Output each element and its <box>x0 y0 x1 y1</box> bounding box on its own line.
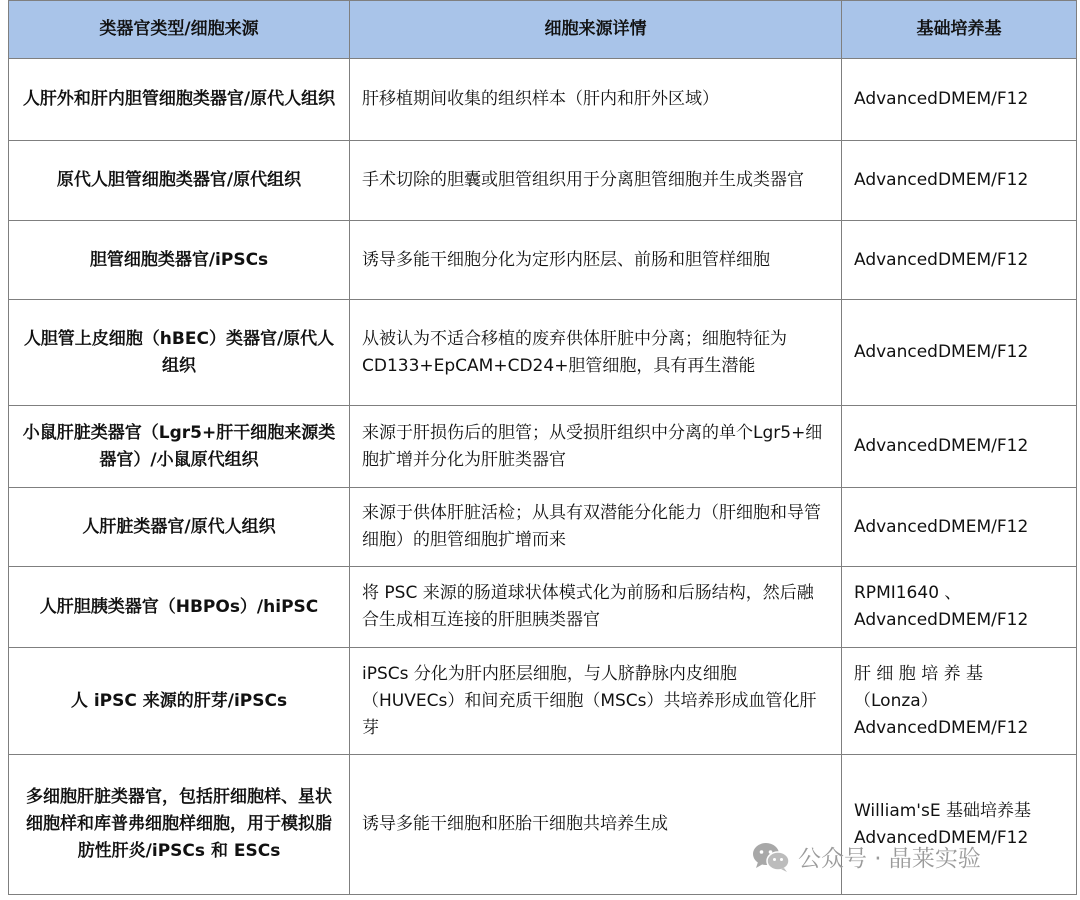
table-row <box>9 59 1077 141</box>
header-row <box>9 1 1077 59</box>
table-row <box>9 567 1077 648</box>
organoid-medium-table <box>8 0 1077 895</box>
table-row <box>9 221 1077 300</box>
source-detail-cell: 手术切除的胆囊或胆管组织用于分离胆管细胞并生成类器官 <box>350 141 842 221</box>
organoid-type-cell: 人 iPSC 来源的肝芽/iPSCs <box>9 648 350 755</box>
source-detail-cell: 诱导多能干细胞和胚胎干细胞共培养生成 <box>350 755 842 895</box>
source-detail-cell: 从被认为不适合移植的废弃供体肝脏中分离；细胞特征为 CD133+EpCAM+CD24+胆管细胞，具有再生潜能 <box>350 300 842 406</box>
base-medium-cell: William'sE 基础培养基 AdvancedDMEM/F12 <box>842 755 1077 895</box>
source-detail-cell: 来源于肝损伤后的胆管；从受损肝组织中分离的单个Lgr5+细胞扩增并分化为肝脏类器官 <box>350 406 842 488</box>
base-medium-cell: AdvancedDMEM/F12 <box>842 406 1077 488</box>
organoid-type-cell: 人胆管上皮细胞（hBEC）类器官/原代人组织 <box>9 300 350 406</box>
base-medium-cell: AdvancedDMEM/F12 <box>842 488 1077 567</box>
source-detail-cell: 肝移植期间收集的组织样本（肝内和肝外区域） <box>350 59 842 141</box>
source-detail-cell: 来源于供体肝脏活检；从具有双潜能分化能力（肝细胞和导管细胞）的胆管细胞扩增而来 <box>350 488 842 567</box>
header-source-detail: 细胞来源详情 <box>350 1 842 59</box>
organoid-type-cell: 人肝胆胰类器官（HBPOs）/hiPSC <box>9 567 350 648</box>
table-row <box>9 648 1077 755</box>
source-detail-cell: iPSCs 分化为肝内胚层细胞，与人脐静脉内皮细胞（HUVECs）和间充质干细胞（MSCs）共培养形成血管化肝芽 <box>350 648 842 755</box>
source-detail-cell: 将 PSC 来源的肠道球状体模式化为前肠和后肠结构，然后融合生成相互连接的肝胆胰类器官 <box>350 567 842 648</box>
table-body <box>9 59 1077 895</box>
base-medium-cell: AdvancedDMEM/F12 <box>842 59 1077 141</box>
organoid-type-cell: 胆管细胞类器官/iPSCs <box>9 221 350 300</box>
base-medium-cell: AdvancedDMEM/F12 <box>842 221 1077 300</box>
base-medium-cell: 肝 细 胞 培 养 基 （Lonza） AdvancedDMEM/F12 <box>842 648 1077 755</box>
table-row <box>9 488 1077 567</box>
base-medium-cell: AdvancedDMEM/F12 <box>842 141 1077 221</box>
header-organoid-type: 类器官类型/细胞来源 <box>9 1 350 59</box>
organoid-type-cell: 人肝外和肝内胆管细胞类器官/原代人组织 <box>9 59 350 141</box>
table-row <box>9 300 1077 406</box>
organoid-type-cell: 原代人胆管细胞类器官/原代组织 <box>9 141 350 221</box>
table-row <box>9 141 1077 221</box>
header-base-medium: 基础培养基 <box>842 1 1077 59</box>
organoid-type-cell: 小鼠肝脏类器官（Lgr5+肝干细胞来源类器官）/小鼠原代组织 <box>9 406 350 488</box>
watermark-text: 公众号 · 晶莱实验 <box>798 846 981 872</box>
source-detail-cell: 诱导多能干细胞分化为定形内胚层、前肠和胆管样细胞 <box>350 221 842 300</box>
base-medium-cell: AdvancedDMEM/F12 <box>842 300 1077 406</box>
organoid-type-cell: 多细胞肝脏类器官，包括肝细胞样、星状细胞样和库普弗细胞样细胞，用于模拟脂肪性肝炎/iPSCs 和 ESCs <box>9 755 350 895</box>
base-medium-cell: RPMI1640 、 AdvancedDMEM/F12 <box>842 567 1077 648</box>
table-row <box>9 406 1077 488</box>
table-header <box>9 1 1077 59</box>
table-row <box>9 755 1077 895</box>
organoid-type-cell: 人肝脏类器官/原代人组织 <box>9 488 350 567</box>
